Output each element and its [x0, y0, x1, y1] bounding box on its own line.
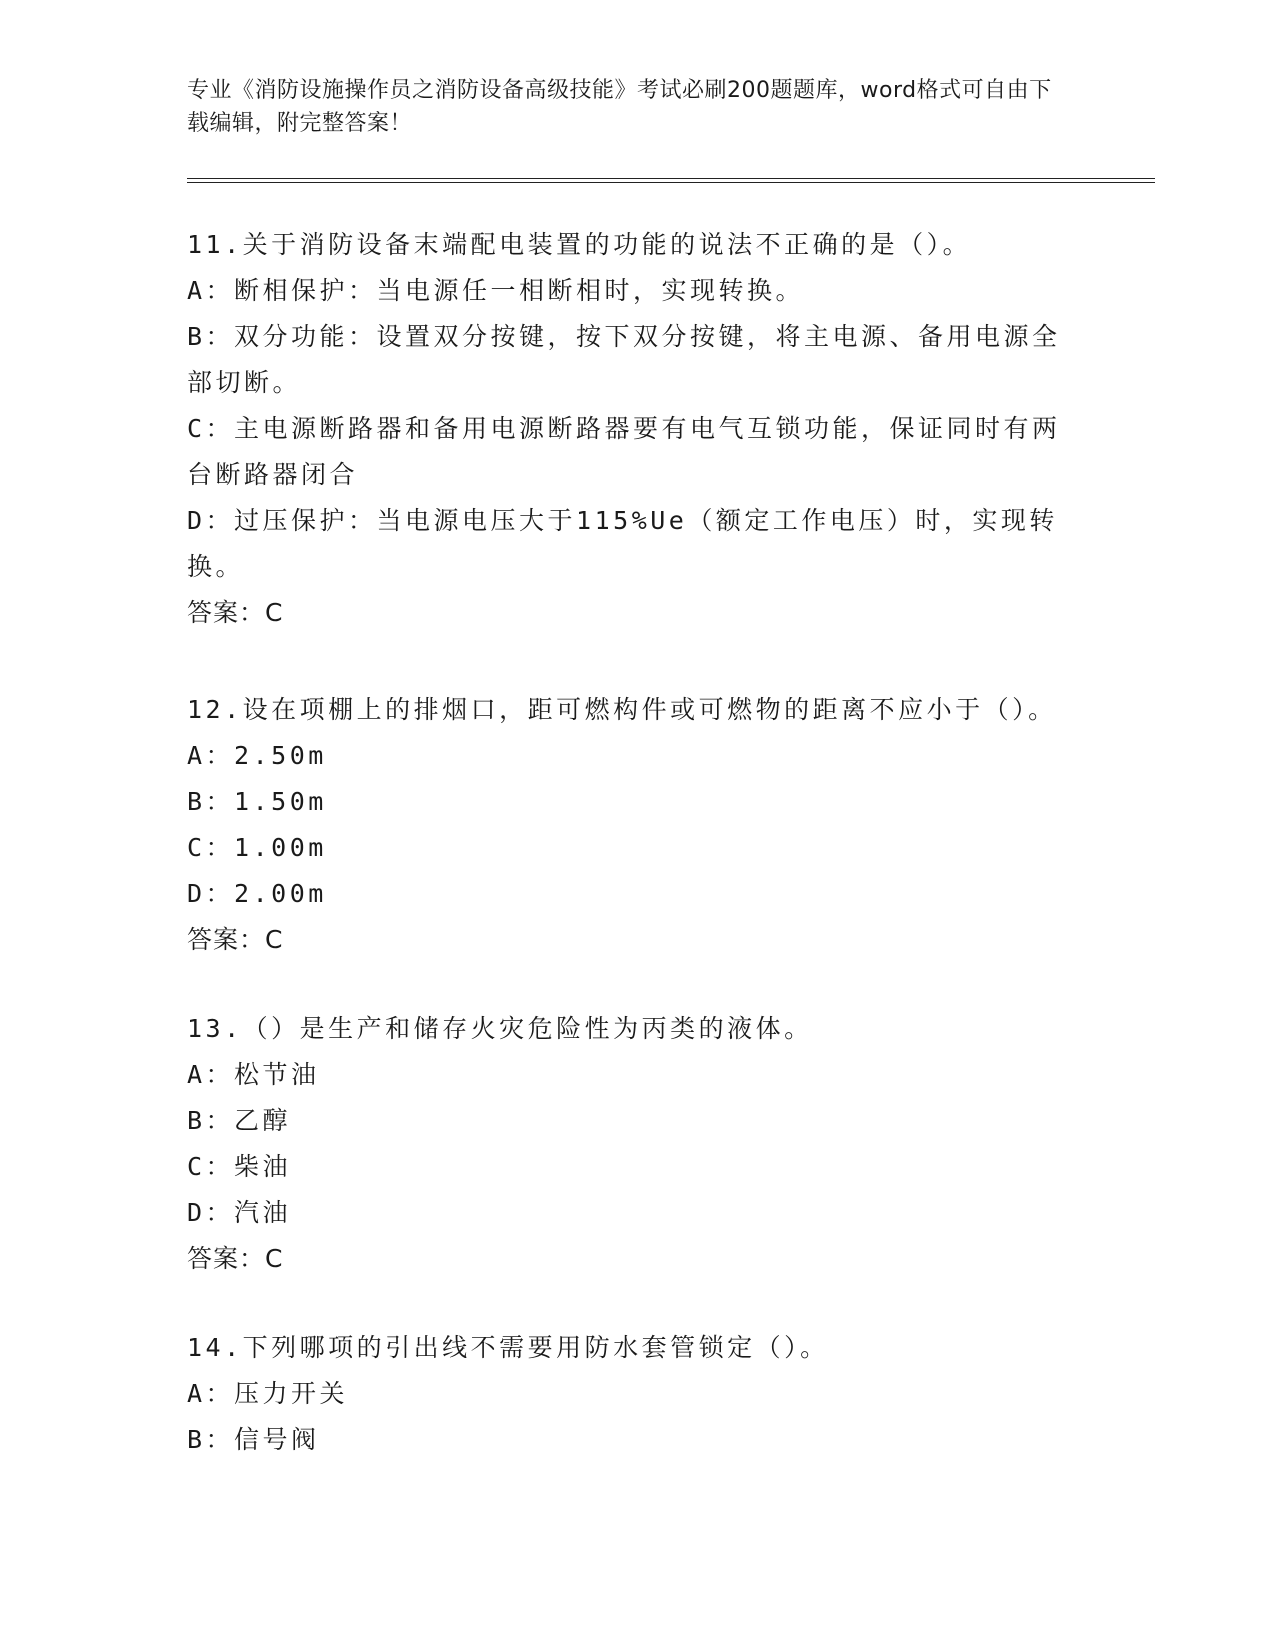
answer-label: 答案：C: [187, 1244, 284, 1273]
option-d: D：过压保护：当电源电压大于115%Ue（额定工作电压）时，实现转换。: [187, 506, 1058, 581]
question-stem: 11.关于消防设备末端配电装置的功能的说法不正确的是（）。: [187, 230, 972, 259]
question-13: [187, 1006, 1087, 1282]
question-12: [187, 687, 1087, 963]
document-title: 专业《消防设施操作员之消防设备高级技能》考试必刷200题题库，word格式可自由下载编辑，附完整答案！: [187, 78, 1052, 136]
answer-label: 答案：C: [187, 598, 284, 627]
option-d: D：2.00m: [187, 879, 327, 908]
option-a: A：断相保护：当电源任一相断相时，实现转换。: [187, 276, 805, 305]
option-d: D：汽油: [187, 1198, 292, 1227]
header-divider-top: [187, 178, 1155, 179]
option-a: A：2.50m: [187, 741, 327, 770]
option-a: A：松节油: [187, 1060, 320, 1089]
option-a: A：压力开关: [187, 1379, 349, 1408]
option-b: B：信号阀: [187, 1425, 320, 1454]
option-c: C：1.00m: [187, 833, 327, 862]
question-stem: 12.设在项棚上的排烟口，距可燃构件或可燃物的距离不应小于（）。: [187, 695, 1057, 724]
question-stem: 14.下列哪项的引出线不需要用防水套管锁定（）。: [187, 1333, 829, 1362]
question-stem: 13.（）是生产和储存火灾危险性为丙类的液体。: [187, 1014, 813, 1043]
option-b: B：1.50m: [187, 787, 327, 816]
option-b: B：乙醇: [187, 1106, 292, 1135]
question-14: [187, 1325, 1087, 1463]
answer-label: 答案：C: [187, 925, 284, 954]
question-11: [187, 222, 1087, 636]
header-divider-bottom: [187, 182, 1155, 183]
option-c: C：柴油: [187, 1152, 292, 1181]
option-c: C：主电源断路器和备用电源断路器要有电气互锁功能，保证同时有两台断路器闭合: [187, 414, 1061, 489]
option-b: B：双分功能：设置双分按键，按下双分按键，将主电源、备用电源全部切断。: [187, 322, 1061, 397]
